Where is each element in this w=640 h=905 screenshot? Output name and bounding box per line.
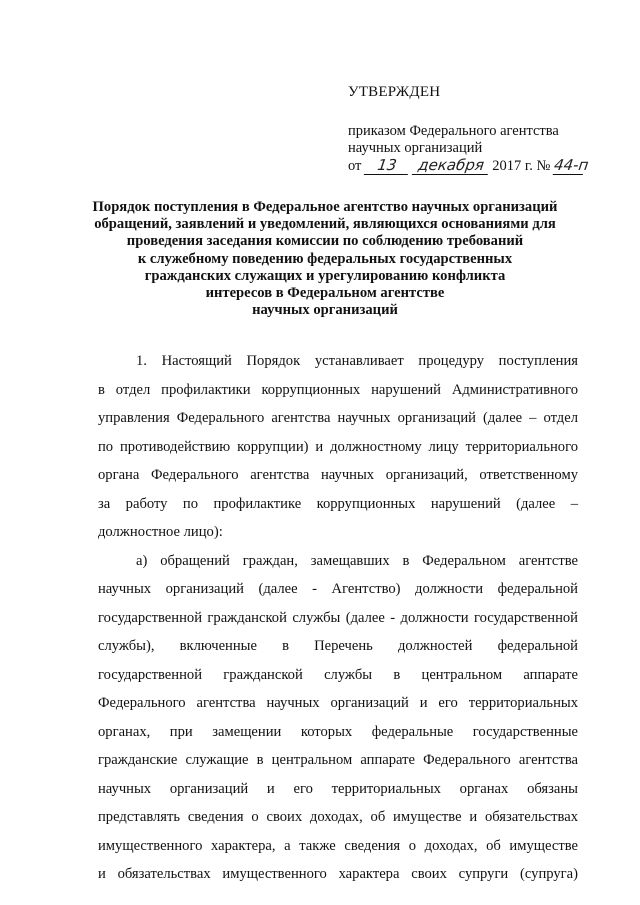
text-line: службы), включенные в Перечень должностей федеральной	[98, 638, 578, 654]
title-line: научных организаций	[252, 302, 398, 319]
date-year: 2017 г. №	[492, 158, 551, 174]
handwritten-month: декабря	[411, 157, 490, 175]
text-line: должностное лицо):	[98, 524, 223, 540]
text-line: научных организаций (далее - Агентство) должности федеральной	[98, 581, 578, 597]
text-line: в отдел профилактики коррупционных нарушений Административного	[98, 381, 578, 398]
document-title	[80, 199, 570, 319]
text-line: представлять сведения о своих доходах, об имуществе и обязательствах	[98, 809, 578, 825]
text-line: по противодействию коррупции) и должностному лицу территориального	[98, 438, 578, 455]
text-line: управления Федерального агентства научных организаций (далее – отдел	[98, 410, 578, 426]
text-line: а) обращений граждан, замещавших в Федеральном агентстве	[136, 552, 578, 569]
approval-stamp	[348, 84, 628, 175]
document-body	[98, 347, 578, 889]
title-line: Порядок поступления в Федеральное агентство научных организаций	[92, 199, 558, 215]
handwritten-order-number: 44-п	[552, 156, 590, 174]
title-line: проведения заседания комиссии по соблюдению требований	[126, 233, 524, 250]
text-line: государственной гражданской службы (далее - должности государственной	[98, 609, 578, 626]
paragraph-2	[98, 547, 578, 889]
text-line: государственной гражданской службы в центральном аппарате	[98, 666, 578, 683]
text-line: имущественного характера, а также сведения о доходах, об имуществе	[98, 837, 578, 854]
text-line: и обязательствах имущественного характера своих супруги (супруга)	[98, 866, 578, 882]
title-line: гражданских служащих и урегулированию конфликта	[144, 267, 506, 284]
date-prefix: от	[348, 158, 362, 174]
text-line: органа Федерального агентства научных организаций, ответственному	[98, 467, 578, 483]
text-line: научных организаций и его территориальных органах обязаны	[98, 780, 578, 797]
title-line: интересов в Федеральном агентстве	[205, 285, 445, 302]
text-line: гражданские служащие в центральном аппарате Федерального агентства	[98, 752, 578, 768]
approval-order-line1: приказом Федерального агентства	[348, 123, 559, 139]
text-line: 1. Настоящий Порядок устанавливает процедуру поступления	[136, 353, 578, 369]
approval-order-line2: научных организаций	[348, 140, 483, 156]
title-line: к служебному поведению федеральных государственных	[137, 250, 513, 267]
approval-title: УТВЕРЖДЕН	[348, 84, 441, 100]
text-line: за работу по профилактике коррупционных нарушений (далее –	[98, 495, 578, 512]
paragraph-1	[98, 347, 578, 547]
handwritten-day: 13	[364, 157, 411, 175]
text-line: органах, при замещении которых федеральные государственные	[98, 723, 578, 740]
title-line: обращений, заявлений и уведомлений, являющихся основаниями для	[94, 216, 556, 233]
approval-date-line	[348, 157, 628, 175]
text-line: Федерального агентства научных организаций и его территориальных	[98, 695, 578, 711]
